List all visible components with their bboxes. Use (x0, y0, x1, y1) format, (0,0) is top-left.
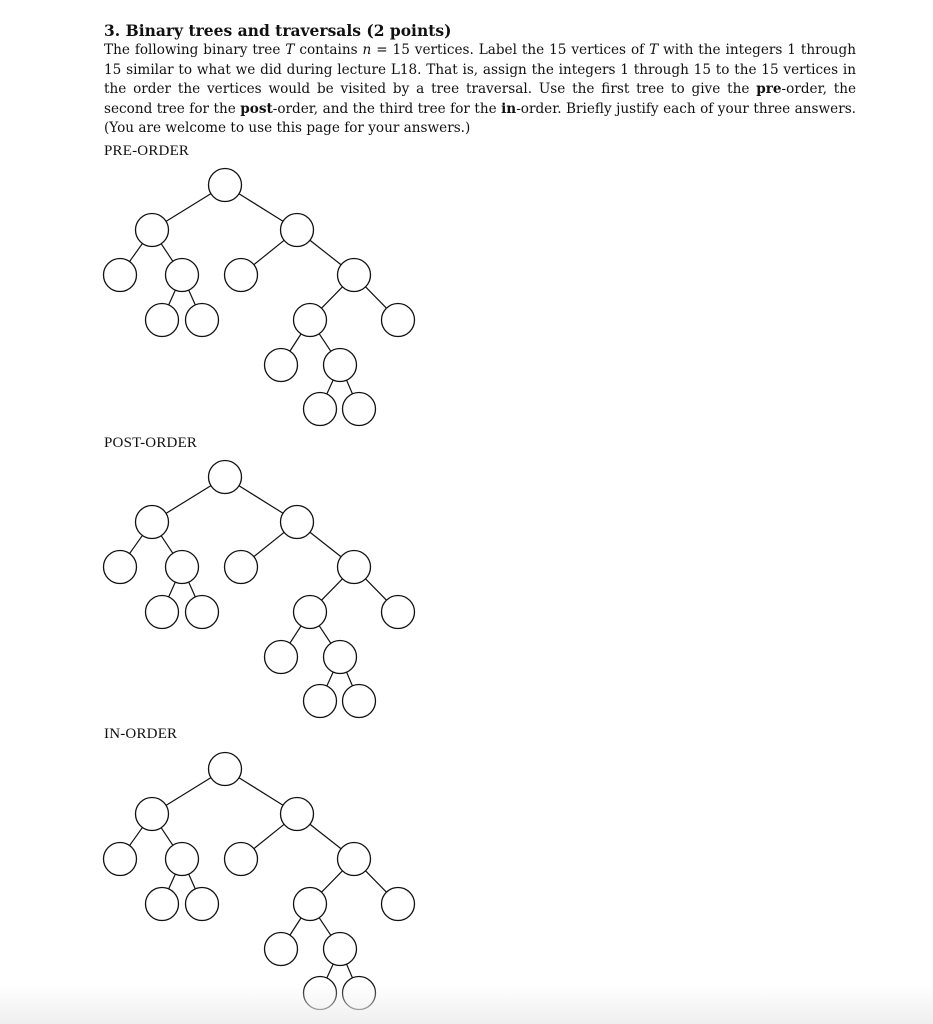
tree-vertex[interactable] (281, 506, 314, 539)
tree-vertex[interactable] (382, 888, 415, 921)
tree-edge (189, 290, 196, 305)
tree-edge (166, 194, 211, 222)
tree-edge (130, 827, 143, 845)
keyword-post: post (240, 100, 273, 117)
tree-edge (161, 828, 173, 846)
problem-number: 3. (104, 21, 121, 40)
tree-vertex[interactable] (166, 551, 199, 584)
problem-statement (104, 41, 856, 139)
tree-vertex[interactable] (382, 596, 415, 629)
tree-edge (130, 243, 143, 261)
keyword-in: in (501, 100, 517, 117)
tree-vertex[interactable] (324, 349, 357, 382)
post-order-tree[interactable] (0, 452, 520, 732)
tree-edge (169, 874, 176, 889)
tree-edge (189, 582, 196, 597)
tree-edge (310, 824, 341, 849)
tree-vertex[interactable] (265, 349, 298, 382)
tree-vertex[interactable] (186, 888, 219, 921)
tree-edge (319, 918, 331, 936)
problem-title: Binary trees and traversals (2 points) (125, 21, 452, 40)
tree-edge (366, 287, 387, 308)
pre-order-label: PRE-ORDER (104, 143, 190, 159)
tree-edge (130, 535, 143, 553)
tree-vertex[interactable] (186, 304, 219, 337)
tree-vertex[interactable] (343, 685, 376, 718)
tree-vertex[interactable] (186, 596, 219, 629)
tree-edge (366, 579, 387, 600)
tree-vertex[interactable] (265, 641, 298, 674)
statement-text: The following binary tree (104, 42, 286, 58)
statement-text: contains (294, 42, 363, 58)
tree-vertex[interactable] (324, 641, 357, 674)
tree-edge (322, 579, 343, 600)
tree-vertex[interactable] (281, 798, 314, 831)
tree-vertex[interactable] (136, 214, 169, 247)
tree-vertex[interactable] (136, 506, 169, 539)
tree-edge (169, 290, 176, 305)
tree-symbol: T (285, 42, 295, 58)
tree-vertex[interactable] (146, 596, 179, 629)
tree-vertex[interactable] (304, 393, 337, 426)
tree-vertex[interactable] (209, 753, 242, 786)
tree-vertex[interactable] (225, 259, 258, 292)
tree-edge (169, 582, 176, 597)
pre-order-tree[interactable] (0, 160, 520, 440)
tree-edge (310, 240, 341, 265)
statement-text: -order, and the third tree for the (272, 100, 502, 117)
tree-edge (347, 672, 353, 686)
tree-vertex[interactable] (146, 888, 179, 921)
tree-edge (347, 964, 353, 978)
tree-vertex[interactable] (209, 169, 242, 202)
statement-text: = 15 vertices. Label the 15 vertices of (371, 42, 650, 58)
tree-edge (166, 778, 211, 806)
tree-edge (319, 334, 331, 352)
tree-edge (254, 824, 284, 848)
tree-vertex[interactable] (209, 461, 242, 494)
tree-vertex[interactable] (343, 393, 376, 426)
tree-vertex[interactable] (146, 304, 179, 337)
tree-symbol: T (649, 42, 659, 58)
tree-edge (290, 334, 301, 351)
tree-edge (319, 626, 331, 644)
tree-edge (366, 871, 387, 892)
tree-vertex[interactable] (104, 551, 137, 584)
tree-vertex[interactable] (338, 551, 371, 584)
tree-edge (239, 194, 283, 222)
tree-vertex[interactable] (294, 304, 327, 337)
post-order-label: POST-ORDER (104, 435, 198, 451)
tree-edge (166, 486, 211, 514)
tree-vertex[interactable] (338, 259, 371, 292)
tree-edge (327, 380, 333, 394)
tree-edge (161, 536, 173, 554)
tree-edge (322, 287, 343, 308)
tree-edge (322, 871, 343, 892)
tree-vertex[interactable] (382, 304, 415, 337)
tree-vertex[interactable] (281, 214, 314, 247)
tree-vertex[interactable] (304, 685, 337, 718)
tree-vertex[interactable] (166, 843, 199, 876)
tree-vertex[interactable] (294, 888, 327, 921)
tree-vertex[interactable] (225, 843, 258, 876)
tree-edge (254, 240, 284, 264)
n-symbol: n (362, 42, 372, 58)
tree-edge (254, 532, 284, 556)
keyword-pre: pre (756, 81, 782, 97)
tree-edge (327, 964, 333, 978)
tree-vertex[interactable] (294, 596, 327, 629)
tree-vertex[interactable] (225, 551, 258, 584)
bottom-fade (0, 984, 933, 1024)
tree-vertex[interactable] (338, 843, 371, 876)
tree-edge (239, 486, 283, 514)
tree-vertex[interactable] (166, 259, 199, 292)
in-order-label: IN-ORDER (104, 726, 178, 742)
tree-edge (161, 244, 173, 262)
tree-edge (310, 532, 341, 557)
tree-edge (189, 874, 196, 889)
statement-text: -order. Briefly justify each of your three answers. (You are welcome to use this page for your answers.) (104, 100, 856, 136)
tree-vertex[interactable] (104, 843, 137, 876)
tree-edge (239, 778, 283, 806)
tree-edge (327, 672, 333, 686)
tree-edge (290, 626, 301, 643)
tree-edge (347, 380, 353, 394)
in-order-tree[interactable] (0, 744, 520, 1024)
tree-vertex[interactable] (265, 933, 298, 966)
statement-text: with the integers 1 through 15 similar to what we did during lecture L18. That is, assign the integers 1 through 15 to the 15 vertices in the order the vertices would be visited by a tree traversal. Use the first tree to give the (104, 42, 856, 97)
tree-vertex[interactable] (136, 798, 169, 831)
statement-text: -order, the second tree for the (104, 81, 856, 117)
tree-vertex[interactable] (104, 259, 137, 292)
tree-edge (290, 918, 301, 935)
tree-vertex[interactable] (324, 933, 357, 966)
problem-heading (104, 21, 864, 40)
